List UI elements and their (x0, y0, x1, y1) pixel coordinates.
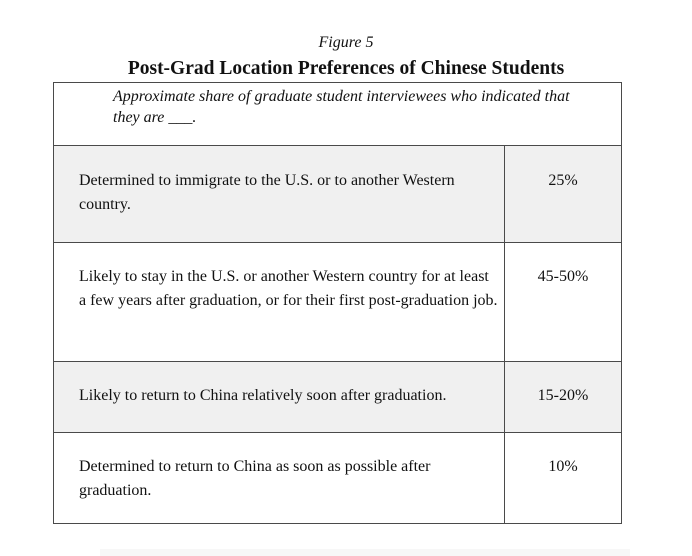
preferences-table (53, 82, 622, 524)
table-row (54, 145, 621, 242)
row-value: 25% (548, 172, 578, 189)
table-row (54, 242, 621, 361)
column-divider (504, 243, 505, 361)
figure-title: Post-Grad Location Preferences of Chinese Students (127, 58, 565, 79)
table-row (54, 361, 621, 432)
row-label: Determined to return to China as soon as possible after graduation. (79, 458, 431, 499)
table-caption: Approximate share of graduate student interviewees who indicated that they are ___. (113, 88, 570, 126)
row-value: 15-20% (537, 387, 589, 404)
table-row (54, 432, 621, 523)
row-label: Likely to return to China relatively soon after graduation. (79, 387, 447, 404)
row-value: 10% (548, 458, 578, 475)
row-label: Determined to immigrate to the U.S. or to another Western country. (79, 172, 455, 213)
figure-label: Figure 5 (318, 34, 374, 51)
page-edge-shadow (100, 549, 630, 556)
row-value: 45-50% (537, 268, 589, 285)
row-label: Likely to stay in the U.S. or another Western country for at least a few years after graduation, or for their first post-graduation job. (79, 268, 498, 309)
column-divider (504, 146, 505, 242)
